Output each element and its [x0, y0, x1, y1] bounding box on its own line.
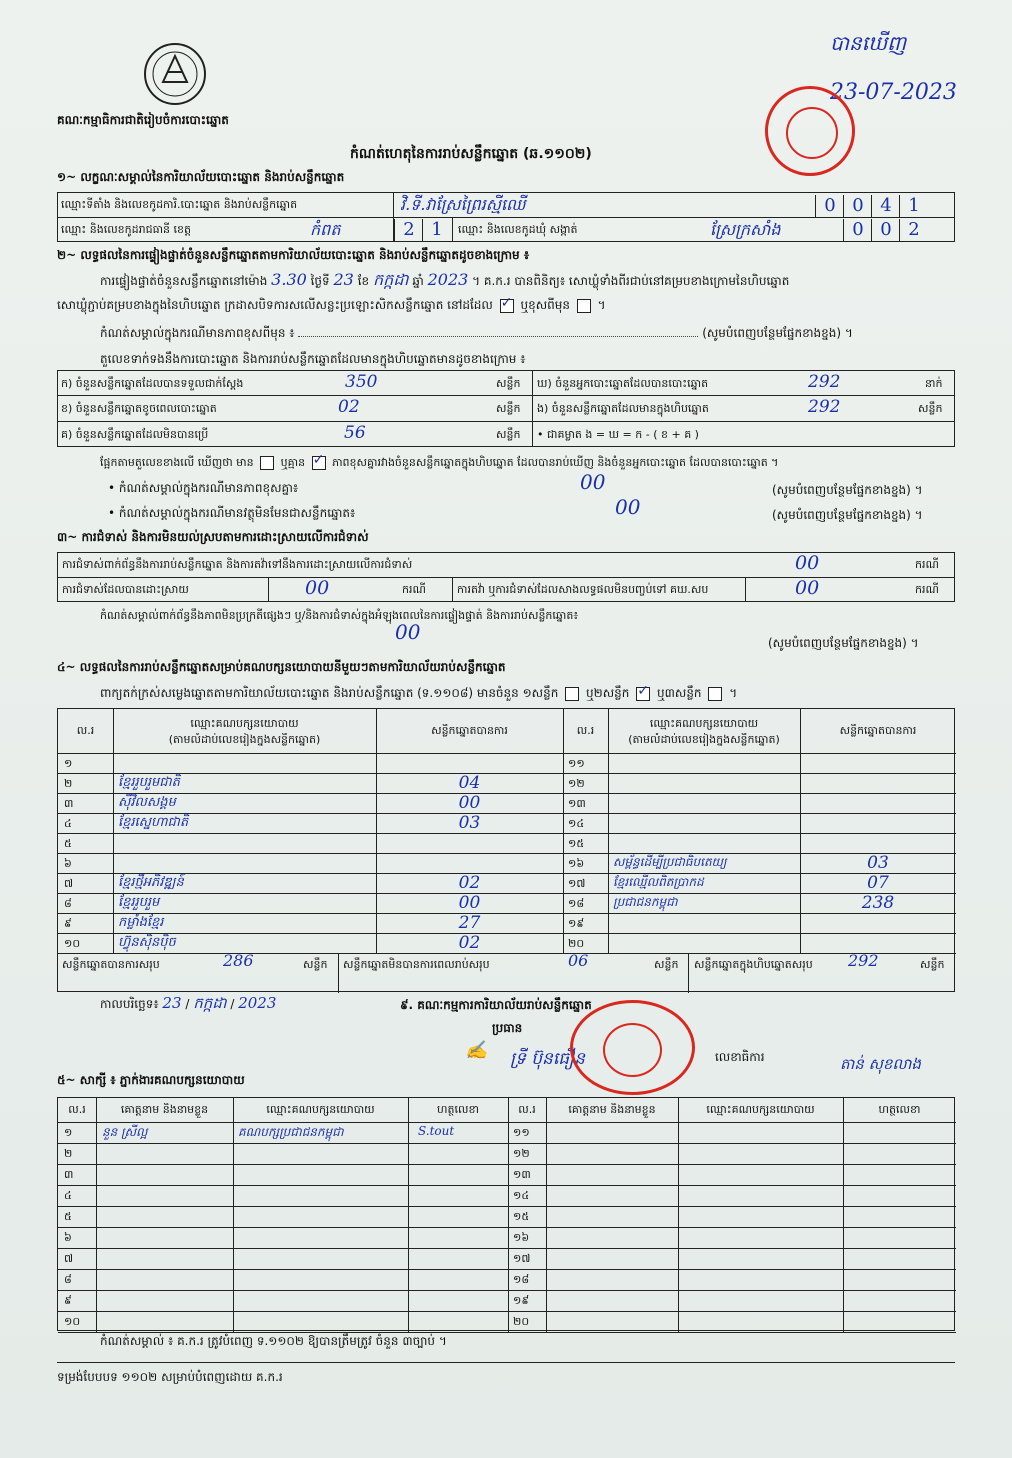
- total-box-value: 292: [848, 951, 879, 970]
- objection-row2-mid-unit: ករណី: [915, 583, 939, 596]
- witness-header-5: គោត្តនាម និងនាមខ្លួន: [568, 1103, 656, 1116]
- different-checkbox[interactable]: [577, 299, 591, 313]
- count-gh-value: 292: [808, 372, 841, 392]
- witness-no-right: ១៥: [513, 1210, 530, 1223]
- section4-intro-a: ពាក្យតក់ក្រស់សម្លេងឆ្នោតតាមការិយាល័យបោះឆ្នោត និងរាប់សន្លឹកឆ្នោត (ទ.១១០៨) មានចំនួន ១សន្លឹក: [100, 686, 559, 700]
- president-signature: ✍: [465, 1040, 488, 1061]
- province-label: ឈ្មោះ និងលេខកូដរាជធានី ខេត្ត: [61, 223, 191, 236]
- compare-c: ភាពខុសគ្នារវាងចំនួនសន្លឹកឆ្នោតក្នុងហិបឆ្នោត ដែលបានរាប់ឃើញ និងចំនួនអ្នកបោះឆ្នោត ដែលបានបោះឆ្នោត ។: [332, 456, 779, 469]
- witness-no: ៣: [64, 1168, 74, 1181]
- party-name: កម្លាំងខ្មែរ: [118, 915, 164, 930]
- location-code-1: 0: [815, 195, 844, 217]
- objection-note-hint: (សូមបំពេញបន្ថែមផ្នែកខាងខ្នង) ។: [768, 636, 919, 650]
- compare-a: ផ្អែកតាមតួលេខខាងលើ ឃើញថា មាន: [100, 456, 254, 469]
- handwritten-note: បានឃើញ: [830, 31, 907, 55]
- row-no: ៨: [64, 897, 72, 910]
- witness-party: គណបក្សប្រជាជនកម្ពុជា: [238, 1125, 344, 1139]
- bullet2-value: 00: [615, 495, 641, 519]
- witness-no-right: ២០: [513, 1315, 530, 1328]
- location-code-4: 1: [899, 195, 928, 217]
- witness-no: ៩: [64, 1294, 72, 1307]
- witness-no: ៦: [64, 1231, 72, 1244]
- count-kh-value: 02: [338, 397, 360, 417]
- location-code-2: 0: [843, 195, 872, 217]
- president-name: ទ្រី ប៊ុនធឿន: [510, 1049, 585, 1069]
- verify-line2-text: សោឃ្លុំភ្ជាប់គម្របខាងក្នុងនៃហិបឆ្នោត ក្រដាសបិទការសលើសន្លះប្រឡោះសិកសន្លឹកឆ្នោត នៅដដែល: [57, 298, 493, 312]
- count-kh-unit: សន្លឹក: [496, 402, 521, 415]
- formula: • ជាគម្លាត ង = ឃ = ក - ( ខ + គ ): [537, 428, 699, 441]
- objection-row2-unit: ករណី: [402, 583, 426, 596]
- two-sheet-checkbox[interactable]: [636, 687, 650, 701]
- count-ng-label: ង) ចំនួនសន្លឹកឆ្នោតដែលមានក្នុងហិបឆ្នោត: [537, 402, 709, 415]
- form-footer: ទម្រង់បែបបទ ១១០២ សម្រាប់បំពេញដោយ គ.ក.រ: [57, 1370, 283, 1384]
- total-valid-label: សន្លឹកឆ្នោតបានការសរុប: [62, 958, 160, 971]
- commune-label: ឈ្មោះ និងលេខកូដឃុំ សង្កាត់: [458, 223, 578, 236]
- witness-header-2: ឈ្មោះគណបក្សនយោបាយ: [266, 1103, 375, 1116]
- note-label: កំណត់សម្គាល់ក្នុងករណីមានភាពខុសពីមុន ៖: [100, 326, 295, 340]
- row-no: ៩: [64, 917, 72, 930]
- objection-row1-value: 00: [795, 552, 820, 574]
- no-difference-checkbox[interactable]: [312, 456, 326, 470]
- official-stamp-top: [765, 86, 855, 176]
- location-label: ឈ្មោះទីតាំង និងលេខកូដការិ.បោះឆ្នោត និងរាប់សន្លឹកឆ្នោត: [61, 198, 298, 211]
- row-no: ១: [64, 757, 73, 770]
- nec-emblem-icon: [135, 38, 215, 110]
- witness-note: កំណត់សម្គាល់ ៖ គ.ក.រ ត្រូវបំពេញ ទ.១១០២ ឱ្យបានត្រឹមត្រូវ ចំនួន ៣ច្បាប់ ។: [100, 1334, 447, 1348]
- party-name: ខ្មែរស្នេហាជាតិ: [118, 815, 189, 830]
- witness-no: ៨: [64, 1273, 72, 1286]
- party-votes: 00: [458, 793, 481, 813]
- count-gh-unit: នាក់: [925, 377, 943, 390]
- handwritten-date: 23-07-2023: [830, 80, 957, 105]
- compare-line: [100, 456, 778, 470]
- has-difference-checkbox[interactable]: [260, 456, 274, 470]
- three-sheet-checkbox[interactable]: [708, 687, 722, 701]
- objection-note-value: 00: [395, 620, 421, 644]
- count-g-unit: សន្លឹក: [496, 428, 521, 441]
- total-box-label: សន្លឹកឆ្នោតក្នុងហិបឆ្នោតសរុប: [694, 958, 813, 971]
- section4-title: ៤~ លទ្ធផលនៃការរាប់សន្លឹកឆ្នោតសម្រាប់គណបក្សនយោបាយនីមួយៗតាមការិយាល័យរាប់សន្លឹកឆ្នោត: [57, 660, 506, 674]
- row-no: ៧: [64, 877, 74, 890]
- witness-no-right: ១២: [513, 1147, 530, 1160]
- objection-row1-unit: ករណី: [915, 558, 939, 571]
- verify-year: 2023: [427, 270, 469, 289]
- col-votes-header-right: សន្លឹកឆ្នោតបានការ: [839, 724, 917, 737]
- committee-label: ៩. គណៈកម្មការការិយាល័យរាប់សន្លឹកឆ្នោត: [400, 998, 592, 1012]
- total-valid-value: 286: [223, 951, 254, 970]
- row-no-right: ១៨: [568, 897, 585, 910]
- witness-header-3: ហត្ថលេខា: [437, 1103, 479, 1116]
- commune-code-1: 0: [843, 219, 872, 241]
- witness-no: ១០: [64, 1315, 81, 1328]
- location-value: វិ.ទី.វាស្រែព្រៃរស្មីឈើ: [400, 195, 526, 214]
- bullet1-hint: (សូមបំពេញបន្ថែមផ្នែកខាងខ្នង) ។: [772, 483, 923, 497]
- total-invalid-label: សន្លឹកឆ្នោតមិនបានការពេលរាប់សរុប: [343, 958, 490, 971]
- verify-year-label: ឆ្នាំ: [412, 274, 424, 288]
- verify-line2: សោឃ្លុំភ្ជាប់គម្របខាងក្នុងនៃហិបឆ្នោត ក្រដាសបិទការសលើសន្លះប្រឡោះសិកសន្លឹកឆ្នោត នៅដដែល ✓ ឬខុសពីមុន ។: [57, 298, 606, 313]
- count-k-unit: សន្លឹក: [496, 377, 521, 390]
- party-name: ខ្មែរថ្មីអភិវឌ្ឍន៍: [118, 875, 184, 890]
- compare-b: ឬគ្មាន: [280, 456, 306, 469]
- row-no-right: ១៩: [568, 917, 585, 930]
- results-table: [57, 708, 955, 992]
- count-kh-label: ខ) ចំនួនសន្លឹកឆ្នោតខូចពេលបោះឆ្នោត: [61, 402, 217, 415]
- count-g-label: គ) ចំនួនសន្លឹកឆ្នោតដែលមិនបានប្រើ: [61, 428, 209, 441]
- date-label: កាលបរិច្ឆេទ៖: [100, 997, 159, 1011]
- row-no-right: ១៤: [568, 817, 585, 830]
- row-no: ៤: [64, 817, 72, 830]
- party-votes-right: 238: [861, 893, 895, 913]
- president-label: ប្រធាន: [492, 1021, 523, 1035]
- province-value: កំពត: [310, 220, 341, 239]
- bullet2-hint: (សូមបំពេញបន្ថែមផ្នែកខាងខ្នង) ។: [772, 508, 923, 522]
- col-party-header: ឈ្មោះគណបក្សនយោបាយ: [190, 717, 299, 730]
- party-name: ខ្មែររួបរួម: [118, 895, 160, 910]
- section1-title: ១~ លក្ខណៈសម្គាល់នៃការិយាល័យបោះឆ្នោត និងរាប់សន្លឹកឆ្នោត: [57, 170, 345, 184]
- count-k-value: 350: [345, 372, 378, 392]
- commune-value: ស្រែក្រសាំង: [710, 220, 781, 239]
- one-sheet-checkbox[interactable]: [565, 687, 579, 701]
- witness-no: ៥: [64, 1210, 72, 1223]
- bullet1-value: 00: [580, 470, 606, 494]
- verify-line1-end: ។ គ.ក.រ បានពិនិត្យ៖ សោឃ្លុំទាំងពីរជាប់នៅគម្របខាងក្រោមនៃហិបឆ្នោត: [472, 274, 790, 288]
- secretary-label: លេខាធិការ: [715, 1050, 765, 1064]
- verify-day: 23: [333, 270, 354, 289]
- section2-title: ២~ លទ្ធផលនៃការផ្ទៀងផ្ទាត់ចំនួនសន្លឹកឆ្នោតតាមការិយាល័យបោះឆ្នោត និងរាប់សន្លឹកឆ្នោតដូចខាងក្រោម ៖: [57, 248, 530, 262]
- verify-time: 3.30: [271, 270, 307, 289]
- count-g-value: 56: [344, 423, 366, 443]
- row-no: ២: [64, 777, 73, 790]
- count-ng-value: 292: [808, 397, 841, 417]
- official-stamp-bottom: [570, 1000, 695, 1095]
- count-k-label: ក) ចំនួនសន្លឹកឆ្នោតដែលបានទទួលជាក់ស្ដែង: [61, 377, 244, 390]
- commune-code-2: 0: [871, 219, 900, 241]
- secretary-name: តាន់ សុខលាង: [840, 1055, 921, 1073]
- col-party-sub-header-right: (តាមលំដាប់លេខរៀងក្នុងសន្លឹកឆ្នោត): [628, 733, 780, 746]
- commune-code-3: 2: [899, 219, 928, 241]
- objection-note: កំណត់សម្គាល់ពាក់ព័ន្ធនឹងភាពមិនប្រក្រតីផ្សេងៗ ឬ/និងការជំទាស់ក្នុងអំឡុងពេលនៃការផ្ទៀងផ្ទាត់ និងការរាប់សន្លឹកឆ្នោត៖: [100, 609, 579, 622]
- verify-month: កក្កដា: [372, 270, 409, 289]
- date-day: 23: [162, 994, 182, 1012]
- col-votes-header: សន្លឹកឆ្នោតបានការ: [431, 724, 508, 737]
- note-line: [100, 326, 953, 340]
- party-name: ហ៊្វុនស៊ិនប៉ិច: [118, 935, 176, 950]
- counts-intro: តួលេខទាក់ទងនឹងការបោះឆ្នោត និងការរាប់សន្លឹកឆ្នោតដែលមានក្នុងហិបឆ្នោតមានដូចខាងក្រោម ៖: [100, 352, 526, 366]
- witness-no-right: ១១: [513, 1126, 530, 1139]
- witness-no-right: ១៤: [513, 1189, 530, 1202]
- verify-line2-b: ឬខុសពីមុន: [520, 298, 571, 312]
- witness-no: ៧: [64, 1252, 74, 1265]
- location-code-3: 4: [871, 195, 900, 217]
- party-name-right: សម្ព័ន្ធដើម្បីប្រជាធិបតេយ្យ: [613, 855, 727, 869]
- party-votes: 00: [458, 893, 481, 913]
- bullet1: • កំណត់សម្គាល់ក្នុងករណីមានភាពខុសគ្នា៖: [108, 481, 299, 495]
- witness-table: [57, 1097, 955, 1331]
- witness-no: ៤: [64, 1189, 72, 1202]
- witness-name: នួន ស្រីល្អ: [102, 1125, 148, 1139]
- witness-signature: S.tout: [418, 1124, 455, 1138]
- col-party-sub-header: (តាមលំដាប់លេខរៀងក្នុងសន្លឹកឆ្នោត): [168, 733, 321, 746]
- objection-row2-mid: ការតវ៉ា ឬការជំទាស់ដែលសាងលទ្ធផលមិនបញ្ចប់ទៅ គឃ.សប: [457, 583, 709, 596]
- witness-header-4: ល.រ: [518, 1103, 536, 1116]
- witness-no-right: ១៨: [513, 1273, 530, 1286]
- party-votes-right: 07: [867, 873, 889, 893]
- date-month: កក្កដា: [193, 994, 227, 1012]
- objection-row2-value: 00: [305, 577, 330, 599]
- witness-header-1: គោត្តនាម និងនាមខ្លួន: [120, 1103, 209, 1116]
- verify-line1: [100, 270, 790, 289]
- row-no: ៥: [64, 837, 72, 850]
- date-year: 2023: [238, 994, 277, 1012]
- party-name-right: ខ្មែរឈ្មើលពិតប្រាកដ: [613, 875, 704, 889]
- count-ng-unit: សន្លឹក: [918, 402, 943, 415]
- section5-title: ៥~ សាក្សី ៖ ភ្នាក់ងារគណបក្សនយោបាយ: [57, 1073, 245, 1087]
- row-no: ៣: [64, 797, 74, 810]
- row-no-right: ២០: [568, 937, 585, 950]
- party-votes: 27: [458, 913, 481, 933]
- party-votes: 02: [458, 873, 481, 893]
- witness-no-right: ១៣: [513, 1168, 531, 1181]
- witness-header-0: ល.រ: [68, 1103, 86, 1116]
- witness-no-right: ១៩: [513, 1294, 530, 1307]
- same-checkbox[interactable]: [500, 299, 514, 313]
- witness-no: ២: [64, 1147, 73, 1160]
- verify-time-label: ការផ្ទៀងផ្ទាត់ចំនួនសន្លឹកឆ្នោតនៅម៉ោង: [100, 274, 268, 288]
- row-no: ៦: [64, 857, 72, 870]
- total-box-unit: សន្លឹក: [920, 958, 945, 971]
- row-no-right: ១២: [568, 777, 585, 790]
- province-code-1: 2: [394, 219, 423, 241]
- witness-no-right: ១៦: [513, 1231, 530, 1244]
- objection-row1-label: ការជំទាស់ពាក់ព័ន្ធនឹងការរាប់សន្លឹកឆ្នោត និងការតវ៉ាទៅនឹងការដោះស្រាយលើការជំទាស់: [62, 558, 413, 571]
- section3-title: ៣~ ការជំទាស់ និងការមិនយល់ស្របតាមការដោះស្រាយលើការជំទាស់: [57, 530, 369, 544]
- row-no-right: ១១: [568, 757, 585, 770]
- witness-no: ១: [64, 1126, 73, 1139]
- party-votes: 04: [458, 773, 481, 793]
- party-votes-right: 03: [867, 853, 889, 873]
- note-hint: (សូមបំពេញបន្ថែមផ្នែកខាងខ្នង) ។: [702, 326, 853, 340]
- row-no-right: ១៦: [568, 857, 585, 870]
- section4-intro-c: ឬ៣សន្លឹក: [657, 686, 702, 700]
- party-name: ស៊ីវិលសង្គម: [118, 795, 176, 810]
- row-no: ១០: [64, 937, 81, 950]
- party-votes: 02: [458, 933, 481, 953]
- bullet2: • កំណត់សម្គាល់ក្នុងករណីមានវត្ថុមិនមែនជាសន្លឹកឆ្នោត៖: [108, 506, 356, 520]
- party-votes: 03: [458, 813, 481, 833]
- col-no-header: ល.រ: [76, 724, 95, 737]
- witness-header-6: ឈ្មោះគណបក្សនយោបាយ: [706, 1103, 815, 1116]
- total-invalid-unit: សន្លឹក: [654, 958, 679, 971]
- witness-no-right: ១៧: [513, 1252, 531, 1265]
- row-no-right: ១៧: [568, 877, 586, 890]
- count-gh-label: ឃ) ចំនួនអ្នកបោះឆ្នោតដែលបានបោះឆ្នោត: [537, 377, 709, 390]
- verify-month-label: ខែ: [357, 274, 370, 288]
- verify-day-label: ថ្ងៃទី: [310, 274, 330, 288]
- section4-intro-b: ឬ២សន្លឹក: [586, 686, 630, 700]
- total-invalid-value: 06: [568, 951, 589, 970]
- col-no-header-right: ល.រ: [576, 724, 595, 737]
- form-title: កំណត់ហេតុនៃការរាប់សន្លឹកឆ្នោត (ឆ.១១០២): [350, 146, 592, 162]
- date-line: កាលបរិច្ឆេទ៖ 23 / កក្កដា / 2023: [100, 994, 277, 1012]
- objection-row2-mid-value: 00: [795, 577, 820, 599]
- witness-header-7: ហត្ថលេខា: [878, 1103, 921, 1116]
- row-no-right: ១៣: [568, 797, 586, 810]
- committee-name: គណៈកម្មាធិការជាតិរៀបចំការបោះឆ្នោត: [57, 113, 229, 127]
- party-name-right: ប្រជាជនកម្ពុជា: [613, 895, 678, 909]
- province-code-2: 1: [422, 219, 451, 241]
- row-no-right: ១៥: [568, 837, 585, 850]
- section4-intro: ពាក្យតក់ក្រស់សម្លេងឆ្នោតតាមការិយាល័យបោះឆ្នោត និងរាប់សន្លឹកឆ្នោត (ទ.១១០៨) មានចំនួន ១សន្លឹក ឬ២សន្លឹក ✓ ឬ៣សន្លឹក ។: [100, 686, 737, 701]
- col-party-header-right: ឈ្មោះគណបក្សនយោបាយ: [649, 717, 759, 730]
- objection-row2-label: ការជំទាស់ដែលបានដោះស្រាយ: [62, 583, 189, 596]
- party-name: ខ្មែររួបរួមជាតិ: [118, 775, 180, 790]
- total-valid-unit: សន្លឹក: [303, 958, 328, 971]
